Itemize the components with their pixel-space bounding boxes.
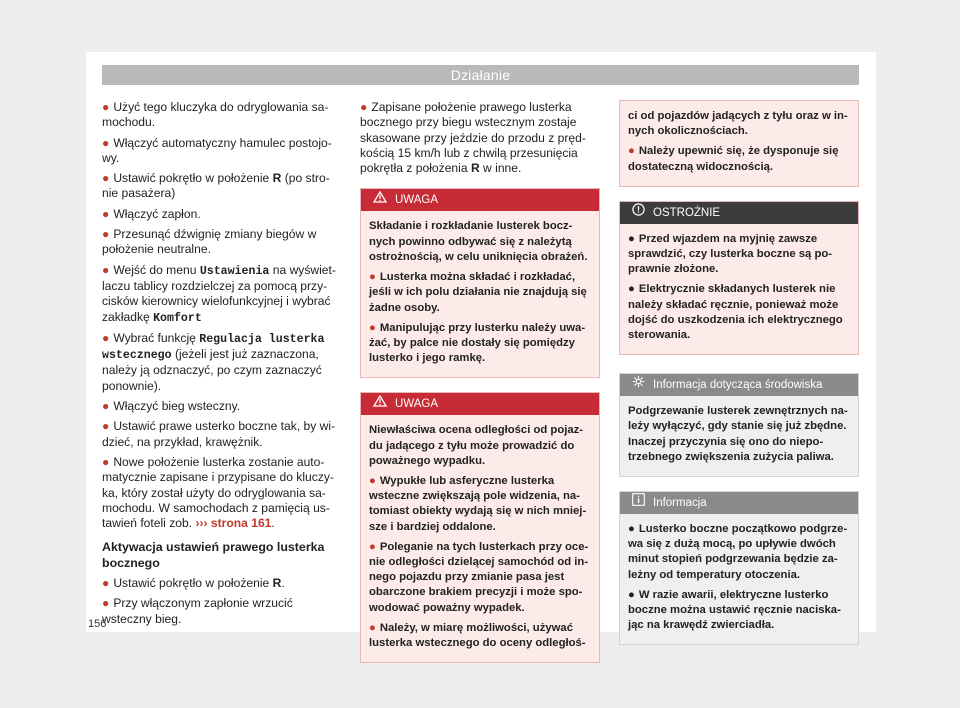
list-item: ● Nowe położenie lusterka zostanie auto-matycznie zapisane i przypisane do kluczy-ka, który został użyty do odryglowania sa-mochodu. W samochodach z pamięcią us-tawień foteli zob. ››› strona 161. xyxy=(102,454,334,531)
caution-box-header: OSTROŻNIE xyxy=(620,202,858,224)
warning-box: UWAGA Składanie i rozkładanie lusterek bocz-nych powinno odbywać się z należytą ostrożnością, w celu uniknięcia obrażeń. ● Lusterka można składać i rozkładać, jeśli w ich polu działania nie znajdują się żadne osoby. ● Manipulując przy lusterku należy uwa-żać, by palce nie dostały się pomiędzy lusterko i jego ramkę. xyxy=(360,188,600,378)
column-1 xyxy=(102,100,342,632)
list-item: ● Lusterka można składać i rozkładać, jeśli w ich polu działania nie znajdują się żadne osoby. xyxy=(369,271,587,314)
warning-box-header: UWAGA xyxy=(361,393,599,415)
page-link[interactable]: ››› strona 161 xyxy=(195,516,272,531)
section-header: Działanie xyxy=(102,65,859,85)
column-3 xyxy=(619,100,859,645)
list-item: ● Przesunąć dźwignię zmiany biegów w położenie neutralne. xyxy=(102,227,317,257)
warning-box: UWAGA Niewłaściwa ocena odległości od pojaz-du jadącego z tyłu może prowadzić do poważnego wypadku. ● Wypukłe lub asferyczne lusterka wsteczne zwiększają pole widzenia, na-tomiast obiekty wydają się w nich mniej-sze i bardziej oddalone. ● Poleganie na tych lusterkach przy oce-nie odległości dzielącej samochód od in-nego pojazdu przy zmianie pasa jest obarczone brakiem precyzji i może spo-wodować poważny wypadek. ● Należy, w miarę możliwości, używać lusterka wstecznego do oceny odległoś- xyxy=(360,392,600,663)
caution-box xyxy=(619,201,859,355)
exclamation-icon xyxy=(632,202,645,224)
list-item: ● W razie awarii, elektryczne lusterko boczne można ustawić ręcznie naciska-jąc na krawędź zwierciadła. xyxy=(628,588,841,632)
info-icon xyxy=(632,492,645,514)
list-item: ● Włączyć zapłon. xyxy=(102,206,201,221)
warning-box-header: UWAGA xyxy=(361,189,599,211)
column-2 xyxy=(360,100,600,663)
list-item: ● Lusterko boczne początkowo podgrze-wa się z dużą mocą, po upływie dwóch minut stopień podgrzewania będzie za-leżny od temperatury otoczenia. xyxy=(628,523,848,581)
menu-name: Ustawienia xyxy=(199,264,270,278)
list-item: ● Włączyć bieg wsteczny. xyxy=(102,399,241,414)
list-item: ● Wybrać funkcję Regulacja lusterka wstecznego (jeżeli jest już zaznaczona, należy ją odznaczyć, po czym zaznaczyć ponownie). xyxy=(102,330,325,393)
tab-name: Komfort xyxy=(153,311,202,325)
warning-icon xyxy=(373,393,387,415)
list-item: ● Manipulując przy lusterku należy uwa-żać, by palce nie dostały się pomiędzy lusterko i jego ramkę. xyxy=(369,321,586,365)
info-box-header: Informacja xyxy=(620,492,858,514)
list-item: ● Elektrycznie składanych lusterek nie należy składać ręcznie, ponieważ może dojść do uszkodzenia ich elektrycznego sterowania. xyxy=(628,283,843,342)
list-item: ● Włączyć automatyczny hamulec postojo-wy. xyxy=(102,135,332,165)
info-box xyxy=(619,491,859,645)
list-item: ● Użyć tego kluczyka do odryglowania sa-mochodu. xyxy=(102,100,329,130)
list-item: ● Zapisane położenie prawego lusterka bocznego przy biegu wstecznym zostaje skasowane przy jeździe do przodu z pręd-kością 15 km/h lub z chwilą przesunięcia pokrętła z położenia R w inne. xyxy=(360,100,586,176)
list-item: ● Ustawić prawe usterko boczne tak, by wi-dzieć, na przykład, krawężnik. xyxy=(102,419,336,449)
page-number: 156 xyxy=(88,618,107,630)
list-item: ● Poleganie na tych lusterkach przy oce-nie odległości dzielącej samochód od in-nego pojazdu przy zmianie pasa jest obarczone brakiem precyzji i może spo-wodować poważny wypadek. xyxy=(369,540,589,614)
subheading: Aktywacja ustawień prawego lusterka bocznego xyxy=(102,540,325,570)
function-name: Regulacja lusterka wstecznego xyxy=(102,332,325,363)
environment-box-header: Informacja dotycząca środowiska xyxy=(620,374,858,396)
warning-icon xyxy=(373,189,387,211)
environment-box: Informacja dotycząca środowiska Podgrzewanie lusterek zewnętrznych na-leży wyłączyć, gdy stanie się już zbędne. Inaczej przyczynia się ono do niepo-trzebnego zwiększenia zużycia paliwa. xyxy=(619,373,859,477)
list-item: ● Ustawić pokrętło w położenie R. xyxy=(102,576,285,591)
list-item: ● Wejść do menu Ustawienia na wyświet-laczu tablicy rozdzielczej za pomocą przy-cisków kierownicy wielofunkcyjnej i wybrać zakładkę Komfort xyxy=(102,262,336,325)
list-item: ● Wypukłe lub asferyczne lusterka wsteczne zwiększają pole widzenia, na-tomiast obiekty wydają się w nich mniej-sze i bardziej oddalone. xyxy=(369,474,587,533)
list-item: ● Przed wjazdem na myjnię zawsze sprawdzić, czy lusterka boczne są po-prawnie złożone. xyxy=(628,232,833,276)
leaf-icon xyxy=(632,374,645,396)
list-item: ● Należy upewnić się, że dysponuje się dostateczną widocznością. xyxy=(628,145,839,173)
warning-box-continued: ci od pojazdów jadących z tyłu oraz w in-nych okolicznościach. ● Należy upewnić się, że dysponuje się dostateczną widocznością. xyxy=(619,100,859,187)
list-item: ● Przy włączonym zapłonie wrzucić wsteczny bieg. xyxy=(102,596,293,626)
list-item: ● Należy, w miarę możliwości, używać lusterka wstecznego do oceny odległoś- xyxy=(369,621,586,649)
list-item: ● Ustawić pokrętło w położenie R (po stro-nie pasażera) xyxy=(102,171,330,201)
